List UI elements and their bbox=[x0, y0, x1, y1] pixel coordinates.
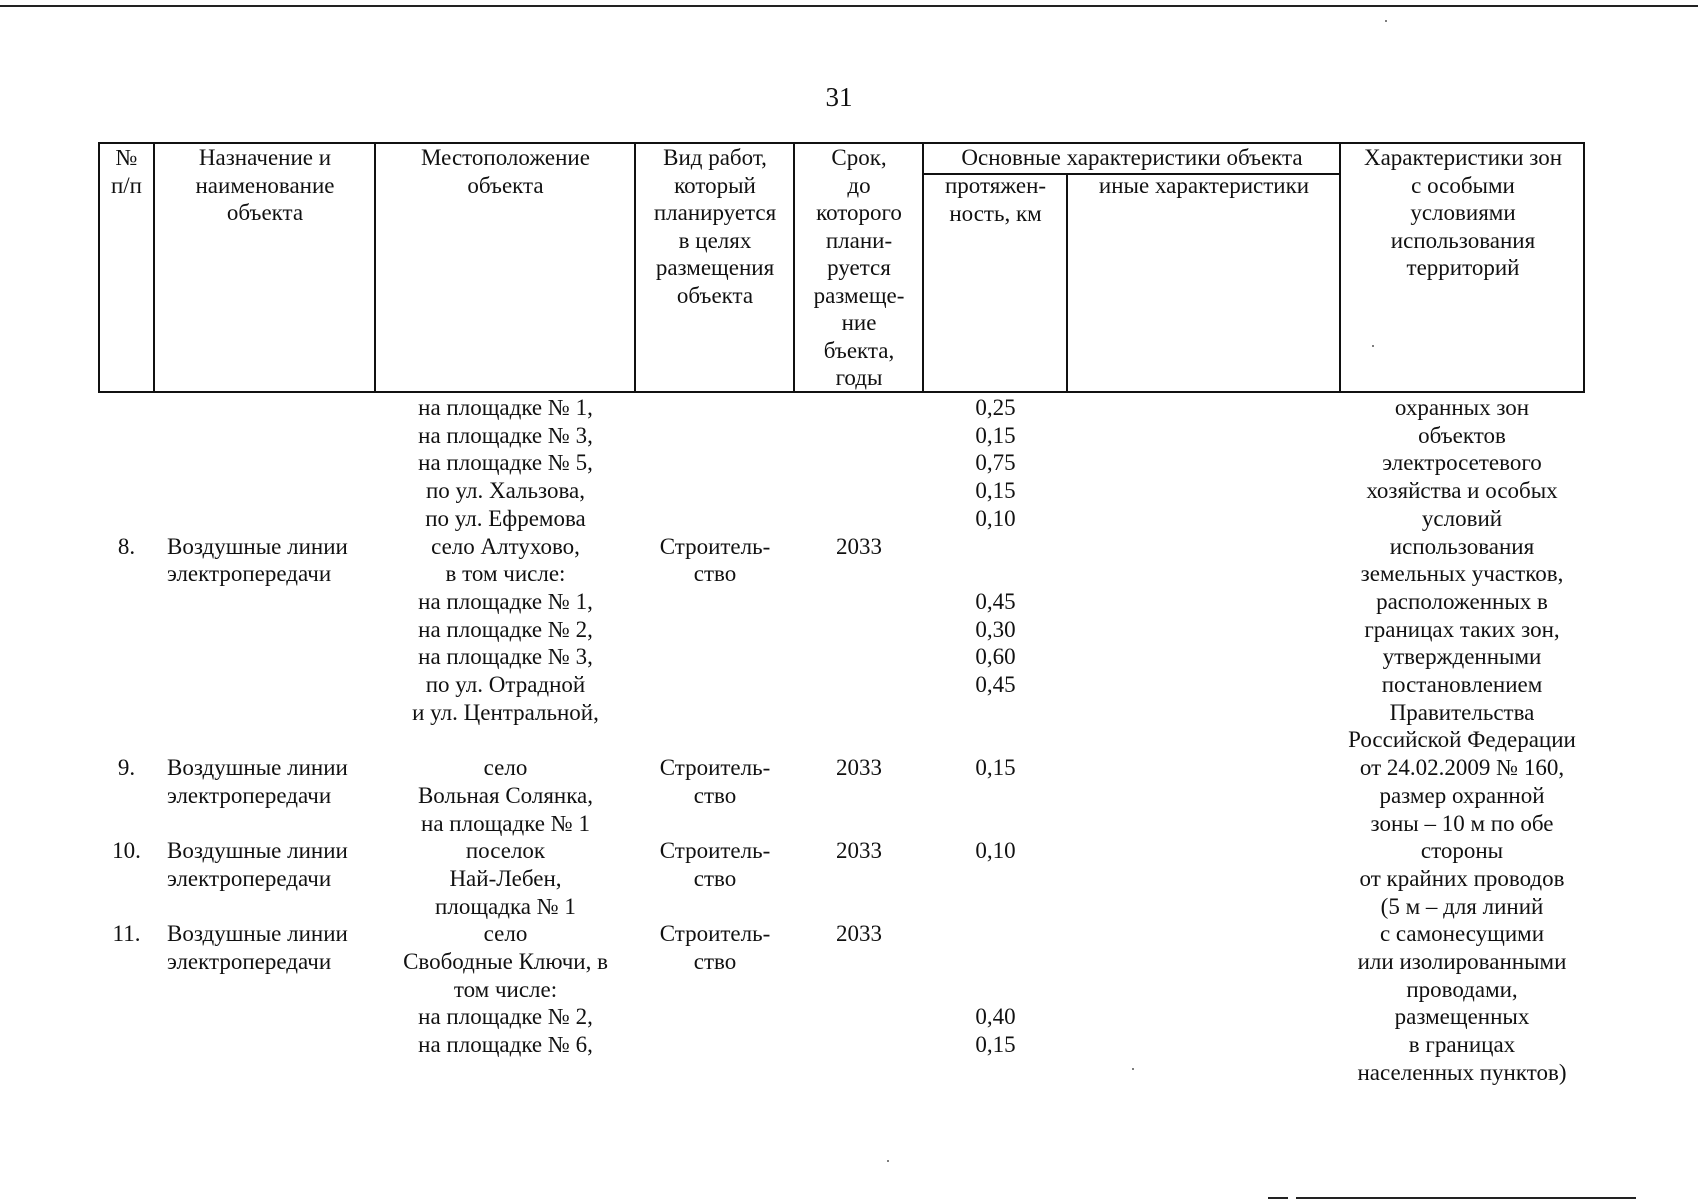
header-main-characteristics: Основные характеристики объекта bbox=[961, 145, 1303, 170]
scan-speck bbox=[1132, 1068, 1134, 1070]
header-length: протяжен- ность, км bbox=[944, 173, 1047, 226]
header-work-type: Вид работ, который планируется в целях размещения объекта bbox=[653, 145, 777, 308]
scan-speck bbox=[1372, 345, 1374, 347]
top-page-rule bbox=[0, 5, 1698, 7]
bottom-dash bbox=[1268, 1197, 1288, 1199]
bottom-page-rule bbox=[1296, 1197, 1636, 1199]
column-deadline: 2033 2033 2033 2033 bbox=[836, 533, 882, 947]
column-work-type: Строитель- ство Строитель- ство Строитель- ство Строитель- ство bbox=[659, 533, 771, 975]
column-zones: охранных зон объектов электросетевого хозяйства и особых условий использования земельных участков, расположенных в границах таких зон, утвержденными постановлением Правительства Российской Федерации от 24.02.2009 № 160, размер охранной зоны – 10 м по обе стороны от крайних проводов (5 м – для линий с самонесущими или изолированными проводами, размещенных в границах населенных пунктов) bbox=[1348, 395, 1576, 1085]
column-name: Воздушные линии электропередачи Воздушные линии электропередачи Воздушные линии электропередачи Воздушные линии электропередачи bbox=[167, 533, 348, 975]
objects-table bbox=[98, 142, 1586, 1172]
header-deadline: Срок, до которого плани- руется размеще- ние бъекта, годы bbox=[813, 145, 905, 390]
scan-speck bbox=[1385, 20, 1387, 22]
column-length: 0,25 0,15 0,75 0,15 0,10 0,45 0,30 0,60 0,45 0,15 0,10 0,40 0,15 bbox=[975, 395, 1016, 1058]
header-location: Местоположение объекта bbox=[421, 145, 590, 198]
header-num: № п/п bbox=[110, 145, 142, 198]
column-location: на площадке № 1, на площадке № 3, на площадке № 5, по ул. Хальзова, по ул. Ефремова село Алтухово, в том числе: на площадке № 1, на площадке № 2, на площадке № 3, по ул. Отрадной и ул. Центральной, село Вольная Солянка, на площадке № 1 поселок Най-Лебен, площадка № 1 село Свободные Ключи, в том числе: на площадке № 2, на площадке № 6, bbox=[403, 395, 608, 1058]
header-name: Назначение и наименование объекта bbox=[195, 145, 335, 225]
scan-speck bbox=[887, 1160, 889, 1162]
header-zones: Характеристики зон с особыми условиями использования территорий bbox=[1363, 145, 1563, 280]
header-other-characteristics: иные характеристики bbox=[1098, 173, 1310, 198]
page-number: 31 bbox=[825, 82, 853, 112]
column-num: 8. 9. 10. 11. bbox=[112, 533, 141, 947]
